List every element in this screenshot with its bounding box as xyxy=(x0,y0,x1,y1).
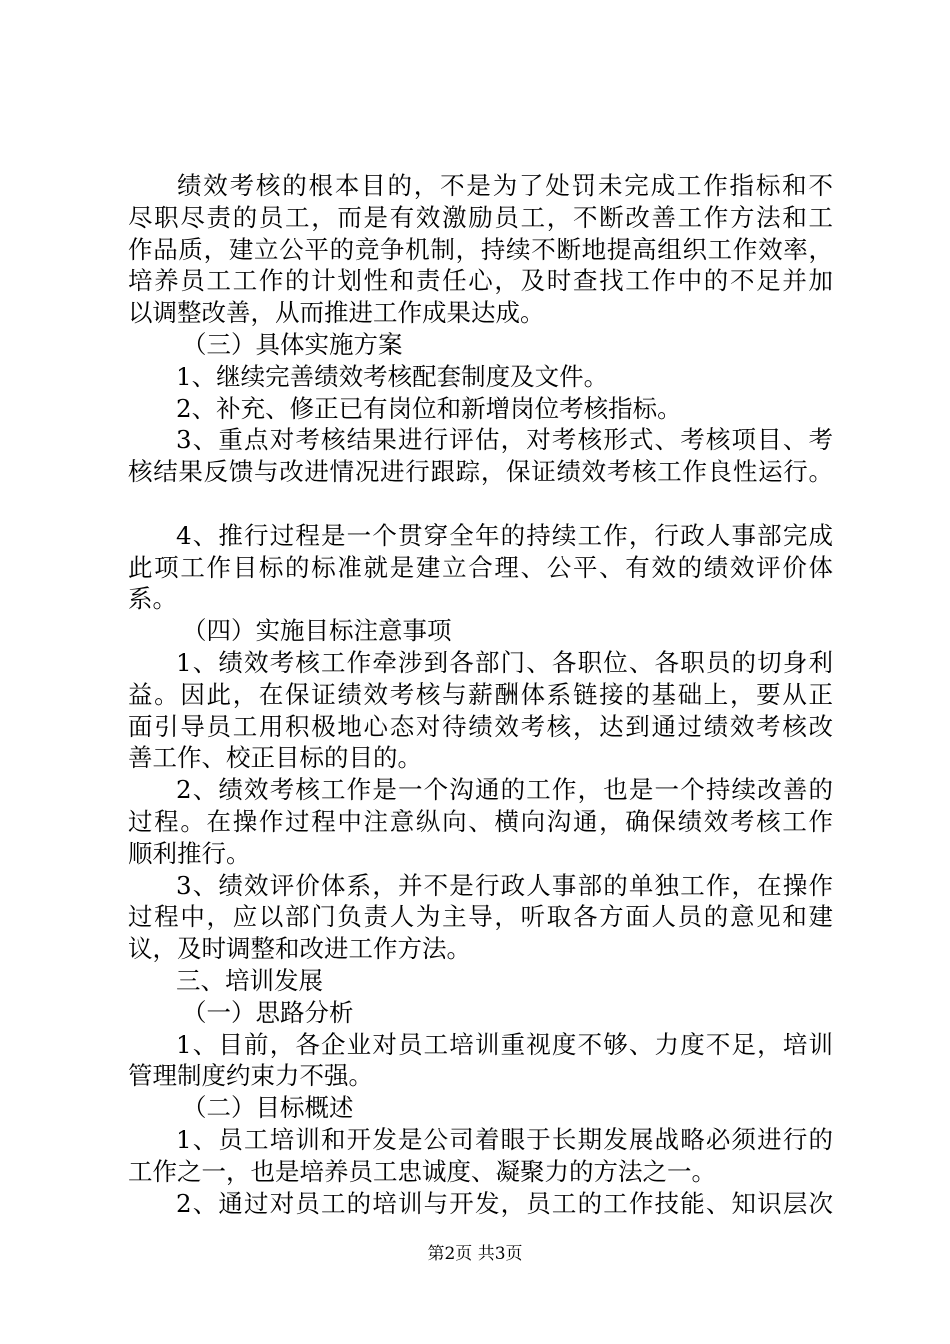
list-item: 1、员工培训和开发是公司着眼于长期发展战略必须进行的 xyxy=(176,1124,833,1154)
list-item: 4、推行过程是一个贯穿全年的持续工作，行政人事部完成 xyxy=(176,520,833,550)
list-item: 3、绩效评价体系，并不是行政人事部的单独工作，在操作 xyxy=(176,870,833,900)
section-heading: （二）目标概述 xyxy=(182,1093,354,1123)
paragraph-line: 系。 xyxy=(128,584,177,614)
list-item: 1、继续完善绩效考核配套制度及文件。 xyxy=(176,361,609,391)
paragraph-line: 管理制度约束力不强。 xyxy=(128,1061,373,1091)
paragraph-line: 作品质，建立公平的竞争机制，持续不断地提高组织工作效率， xyxy=(128,234,833,264)
paragraph-line: 顺利推行。 xyxy=(128,838,251,868)
paragraph-line: 培养员工工作的计划性和责任心，及时查找工作中的不足并加 xyxy=(128,266,833,296)
list-item: 3、重点对考核结果进行评估，对考核形式、考核项目、考 xyxy=(176,425,833,455)
paragraph-line: 绩效考核的根本目的，不是为了处罚未完成工作指标和不 xyxy=(177,171,833,200)
list-item: 1、绩效考核工作牵涉到各部门、各职位、各职员的切身利 xyxy=(176,647,833,677)
paragraph-line: 面引导员工用积极地心态对待绩效考核，达到通过绩效考核改 xyxy=(128,711,833,741)
paragraph-line: 过程中，应以部门负责人为主导，听取各方面人员的意见和建 xyxy=(128,902,833,932)
paragraph-line: 尽职尽责的员工，而是有效激励员工，不断改善工作方法和工 xyxy=(128,202,833,232)
list-item: 2、绩效考核工作是一个沟通的工作，也是一个持续改善的 xyxy=(176,775,833,805)
document-body xyxy=(128,170,833,1219)
section-heading: （三）具体实施方案 xyxy=(182,329,403,359)
section-heading: （四）实施目标注意事项 xyxy=(182,616,452,646)
list-item: 2、补充、修正已有岗位和新增岗位考核指标。 xyxy=(176,393,682,423)
paragraph-line: 核结果反馈与改进情况进行跟踪，保证绩效考核工作良性运行。 xyxy=(128,457,833,487)
page-number-footer: 第2页 共3页 xyxy=(427,1244,523,1264)
list-item: 1、目前，各企业对员工培训重视度不够、力度不足，培训 xyxy=(176,1029,833,1059)
paragraph-line: 益。因此，在保证绩效考核与薪酬体系链接的基础上，要从正 xyxy=(128,679,833,709)
paragraph-line: 议，及时调整和改进工作方法。 xyxy=(128,934,471,964)
paragraph-line: 善工作、校正目标的目的。 xyxy=(128,743,422,773)
paragraph-line: 工作之一，也是培养员工忠诚度、凝聚力的方法之一。 xyxy=(128,1156,716,1186)
blank-line xyxy=(128,488,833,520)
paragraph-line: 以调整改善，从而推进工作成果达成。 xyxy=(128,298,545,328)
section-heading: 三、培训发展 xyxy=(176,965,323,995)
paragraph-line: 过程。在操作过程中注意纵向、横向沟通，确保绩效考核工作 xyxy=(128,806,833,836)
section-heading: （一）思路分析 xyxy=(182,997,354,1027)
list-item: 2、通过对员工的培训与开发，员工的工作技能、知识层次 xyxy=(176,1188,833,1218)
paragraph-line: 此项工作目标的标准就是建立合理、公平、有效的绩效评价体 xyxy=(128,552,833,582)
